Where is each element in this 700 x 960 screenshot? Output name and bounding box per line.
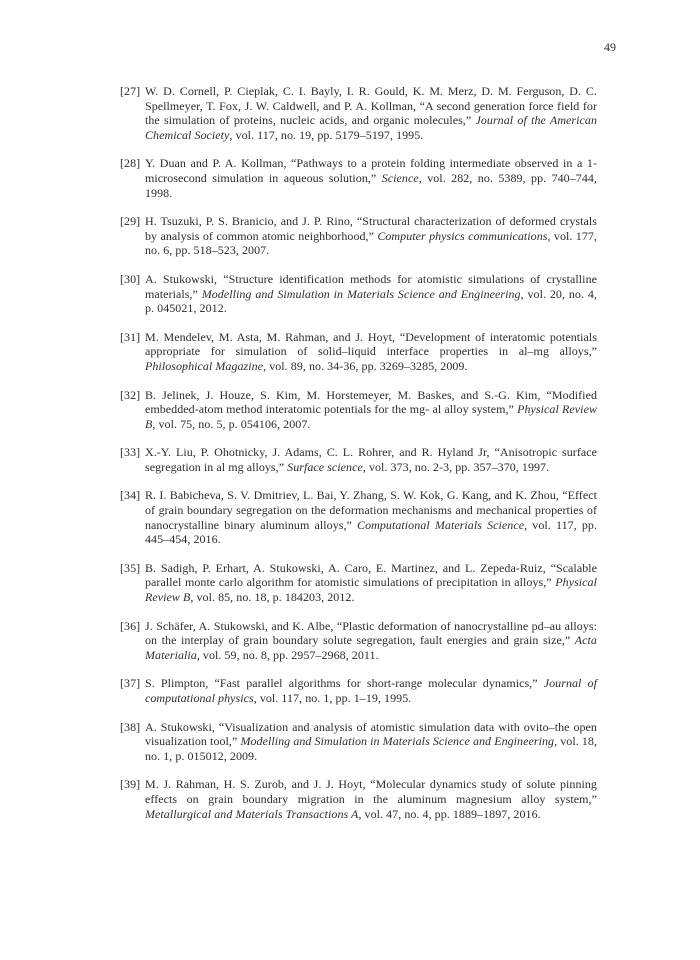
reference-authors-title: Y. Duan and P. A. Kollman, “Pathways to a protein folding intermediate observed in a 1-microsecond simulation in aqueous solution,” <box>145 156 597 185</box>
reference-journal: Modelling and Simulation in Materials Science and Engineering <box>240 734 555 749</box>
reference-entry-33 <box>120 445 597 474</box>
reference-text <box>145 388 597 431</box>
reference-authors-title: A. Stukowski, “Visualization and analysis of atomistic simulation data with ovito–the open visualization tool,” <box>145 719 597 749</box>
reference-authors-title: B. Jelinek, J. Houze, S. Kim, M. Horstemeyer, M. Baskes, and S.-G. Kim, “Modified embedded-atom method interatomic potentials for the mg- al alloy system,” <box>145 387 597 417</box>
reference-journal: Physical Review B <box>145 402 597 431</box>
reference-volume-year: , vol. 282, no. 5389, pp. 740–744, 1998. <box>145 170 597 200</box>
reference-volume-year: , vol. 20, no. 4, p. 045021, 2012. <box>145 286 597 316</box>
reference-entry-39 <box>120 777 597 821</box>
reference-label: [34] <box>120 488 141 503</box>
reference-entry-34 <box>120 488 597 546</box>
reference-entry-36 <box>120 619 597 663</box>
reference-text <box>145 619 597 662</box>
reference-authors-title: W. D. Cornell, P. Cieplak, C. I. Bayly, I. R. Gould, K. M. Merz, D. M. Ferguson, D. C. Spellmeyer, T. Fox, J. W. Caldwell, and P. A. Kollman, “A second generation force field for the simulation of proteins, nucleic acids, and organic molecules,” <box>145 84 597 128</box>
reference-volume-year: , vol. 117, no. 19, pp. 5179–5197, 1995. <box>229 127 424 142</box>
reference-label: [31] <box>120 329 141 344</box>
reference-text <box>145 330 597 373</box>
reference-authors-title: B. Sadigh, P. Erhart, A. Stukowski, A. Caro, E. Martinez, and L. Zepeda-Ruiz, “Scalable parallel monte carlo algorithm for atomistic simulations of precipitation in alloys,” <box>145 560 597 590</box>
reference-text <box>145 720 597 763</box>
reference-text <box>145 561 597 604</box>
reference-journal: Computer physics communications <box>377 228 548 243</box>
reference-entry-32 <box>120 388 597 432</box>
reference-label: [35] <box>120 560 141 575</box>
reference-label: [36] <box>120 618 141 633</box>
reference-volume-year: , vol. 18, no. 1, p. 015012, 2009. <box>145 734 597 763</box>
reference-label: [30] <box>120 271 141 286</box>
reference-label: [38] <box>120 719 141 734</box>
reference-journal: Surface science <box>287 459 363 474</box>
reference-journal: Philosophical Magazine <box>145 358 264 373</box>
reference-entry-38 <box>120 720 597 764</box>
references-list <box>120 84 597 835</box>
reference-volume-year: , vol. 59, no. 8, pp. 2957–2968, 2011. <box>196 647 379 662</box>
reference-entry-37 <box>120 676 597 705</box>
reference-journal: Computational Materials Science <box>357 517 525 532</box>
reference-entry-30 <box>120 272 597 316</box>
reference-authors-title: H. Tsuzuki, P. S. Branicio, and J. P. Rino, “Structural characterization of deformed crystals by analysis of common atomic neighborhood,” <box>145 214 597 243</box>
reference-journal: Metallurgical and Materials Transactions A <box>145 806 359 821</box>
reference-text <box>145 272 597 315</box>
reference-authors-title: X.-Y. Liu, P. Ohotnicky, J. Adams, C. L. Rohrer, and R. Hyland Jr, “Anisotropic surface segregation in al mg alloys,” <box>145 445 597 474</box>
reference-authors-title: S. Plimpton, “Fast parallel algorithms for short-range molecular dynamics,” <box>145 676 544 691</box>
reference-label: [37] <box>120 676 141 691</box>
reference-authors-title: A. Stukowski, “Structure identification methods for atomistic simulations of crystalline materials,” <box>145 271 597 301</box>
reference-volume-year: , vol. 177, no. 6, pp. 518–523, 2007. <box>145 228 597 258</box>
reference-text <box>145 214 597 257</box>
reference-authors-title: M. Mendelev, M. Asta, M. Rahman, and J. Hoyt, “Development of interatomic potentials appropriate for simulation of solid–liquid interface properties in al–mg alloys,” <box>145 329 597 359</box>
reference-volume-year: , vol. 75, no. 5, p. 054106, 2007. <box>152 416 311 431</box>
reference-volume-year: , vol. 117, pp. 445–454, 2016. <box>145 517 598 547</box>
reference-label: [29] <box>120 214 141 229</box>
reference-entry-35 <box>120 561 597 605</box>
reference-volume-year: , vol. 89, no. 34-36, pp. 3269–3285, 2009. <box>263 358 468 373</box>
reference-volume-year: , vol. 117, no. 1, pp. 1–19, 1995. <box>253 691 412 705</box>
reference-text <box>145 445 597 474</box>
reference-text <box>145 488 597 546</box>
reference-text <box>145 777 597 820</box>
reference-authors-title: M. J. Rahman, H. S. Zurob, and J. J. Hoyt, “Molecular dynamics study of solute pinning effects on grain boundary migration in the aluminum magnesium alloy system,” <box>145 777 597 806</box>
reference-journal: Modelling and Simulation in Materials Science and Engineering <box>201 286 521 301</box>
reference-entry-29 <box>120 214 597 258</box>
reference-label: [39] <box>120 777 141 792</box>
reference-journal: Science <box>381 170 419 185</box>
reference-volume-year: , vol. 47, no. 4, pp. 1889–1897, 2016. <box>358 806 541 821</box>
reference-volume-year: , vol. 373, no. 2-3, pp. 357–370, 1997. <box>362 459 550 474</box>
reference-text <box>145 84 597 142</box>
reference-entry-31 <box>120 330 597 374</box>
reference-text <box>145 156 597 199</box>
reference-authors-title: J. Schäfer, A. Stukowski, and K. Albe, “Plastic deformation of nanocrystalline pd–au alloys: on the interplay of grain boundary solute segregation, fault energies and grain size,” <box>145 618 597 648</box>
reference-label: [33] <box>120 445 141 460</box>
reference-authors-title: R. I. Babicheva, S. V. Dmitriev, L. Bai, Y. Zhang, S. W. Kok, G. Kang, and K. Zhou, “Effect of grain boundary segregation on the deformation mechanisms and mechanical properties of nanocrystalline binary aluminum alloys,” <box>145 488 597 532</box>
reference-label: [27] <box>120 84 141 98</box>
reference-journal: Physical Review B <box>145 575 597 605</box>
reference-entry-27 <box>120 84 597 142</box>
reference-volume-year: , vol. 85, no. 18, p. 184203, 2012. <box>190 590 355 605</box>
reference-text <box>145 676 597 705</box>
reference-journal: Acta Materialia <box>145 633 597 662</box>
reference-label: [28] <box>120 156 141 171</box>
reference-journal: Journal of computational physics <box>145 676 597 705</box>
reference-entry-28 <box>120 156 597 200</box>
page-number: 49 <box>604 40 616 54</box>
reference-journal: Journal of the American Chemical Society <box>145 113 597 142</box>
reference-label: [32] <box>120 387 141 402</box>
